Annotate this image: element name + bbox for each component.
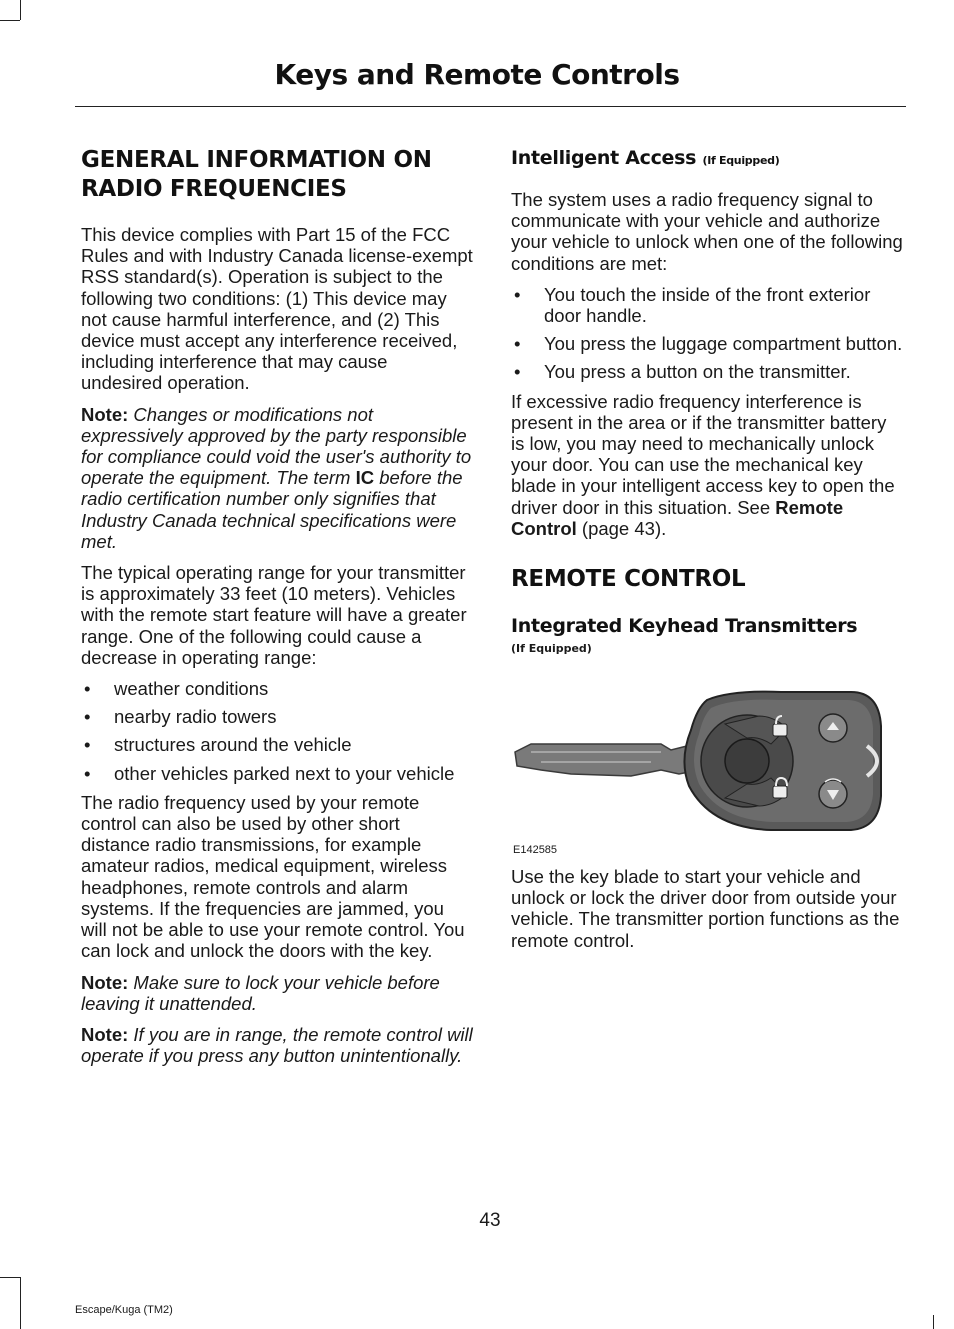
list-item: • You touch the inside of the front exterior door handle. (514, 283, 871, 327)
note-text: Changes or modifications not expressively approved by the party responsible for compliance could void the user's authority to operate the equipment. The term (81, 403, 472, 489)
note-text: before the radio certification number only signifies that Industry Canada technical specifications were met. (81, 467, 463, 552)
note-label: Note: (81, 1023, 129, 1045)
right-column (511, 146, 903, 961)
intelligent-access-paragraph: The system uses a radio frequency signal to communicate with your vehicle and authorize your vehicle to unlock when one of the following conditions are met: (511, 189, 903, 274)
list-item: • other vehicles parked next to your vehicle (84, 762, 455, 784)
note-text: If you are in range, the remote control will operate if you press any button unintentionally. (81, 1023, 473, 1067)
range-factors-list (81, 678, 473, 784)
frequency-sharing-paragraph: The radio frequency used by your remote control can also be used by other short distance radio transmissions, for example amateur radios, medical equipment, wireless headphones, remote controls and alarm systems. If the frequencies are jammed, you will not be able to use your remote control. You can lock and unlock the doors with the key. (81, 791, 465, 962)
keyhead-transmitters-heading: Integrated Keyhead Transmitters (511, 615, 858, 638)
crop-mark (933, 1315, 934, 1329)
page-title: Keys and Remote Controls (274, 58, 680, 91)
crop-mark (20, 1277, 21, 1329)
note-unintentional-press (81, 1024, 473, 1066)
note-label: Note: (81, 971, 129, 993)
keyhead-transmitter-illustration (511, 686, 903, 856)
key-illustration (511, 686, 903, 836)
list-item: • nearby radio towers (84, 706, 277, 728)
note-text: Make sure to lock your vehicle before leaving it unattended. (81, 971, 440, 1014)
left-column (81, 146, 473, 1076)
footer-model: Escape/Kuga (TM2) (75, 1304, 173, 1316)
section-heading-remote-control: REMOTE CONTROL (511, 566, 746, 593)
remote-control-link[interactable]: Remote Control (511, 496, 844, 539)
note-label: Note: (81, 403, 129, 425)
header-rule (75, 106, 906, 107)
figure-code: E142585 (513, 844, 558, 857)
note-lock-vehicle (81, 972, 473, 1014)
unlock-conditions-list (511, 284, 903, 383)
operating-range-paragraph: The typical operating range for your transmitter is approximately 33 feet (10 meters). Vehicles with the remote start feature will have a greater range. One of the following could cause a decrease in operating range: (81, 562, 467, 668)
section-heading-radio-frequencies: GENERAL INFORMATION ON RADIO FREQUENCIES (81, 147, 432, 202)
list-item: • You press the luggage compartment button. (514, 333, 903, 355)
note-modifications (81, 404, 473, 552)
if-equipped-label: (If Equipped) (511, 642, 592, 656)
if-equipped-label: (If Equipped) (702, 154, 780, 167)
interference-paragraph: If excessive radio frequency interference is present in the area or if the transmitter battery is low, you may need to mechanically unlock your door. You can use the mechanical key blade in your intelligent access key to open the driver door in this situation. See Remote Control (page 43). (511, 390, 895, 539)
compliance-paragraph: This device complies with Part 15 of the FCC Rules and with Industry Canada license-exempt RSS standard(s). Operation is subject to the following two conditions: (1) This device may not cause harmful interference, and (2) This device must accept any interference received, including interference that may cause undesired operation. (81, 224, 473, 394)
intelligent-access-heading: Intelligent Access (If Equipped) (511, 147, 780, 169)
list-item: • You press a button on the transmitter. (514, 361, 851, 383)
keyhead-description-paragraph: Use the key blade to start your vehicle and unlock or lock the driver door from outside your vehicle. The transmitter portion functions as the remote control. (511, 866, 900, 951)
crop-mark (20, 0, 21, 20)
list-item: • structures around the vehicle (84, 734, 352, 756)
crop-mark (0, 1277, 20, 1278)
list-item: • weather conditions (84, 678, 269, 700)
page-number: 43 (479, 1210, 501, 1231)
crop-mark (0, 20, 20, 21)
note-ic-term: IC (355, 467, 375, 489)
